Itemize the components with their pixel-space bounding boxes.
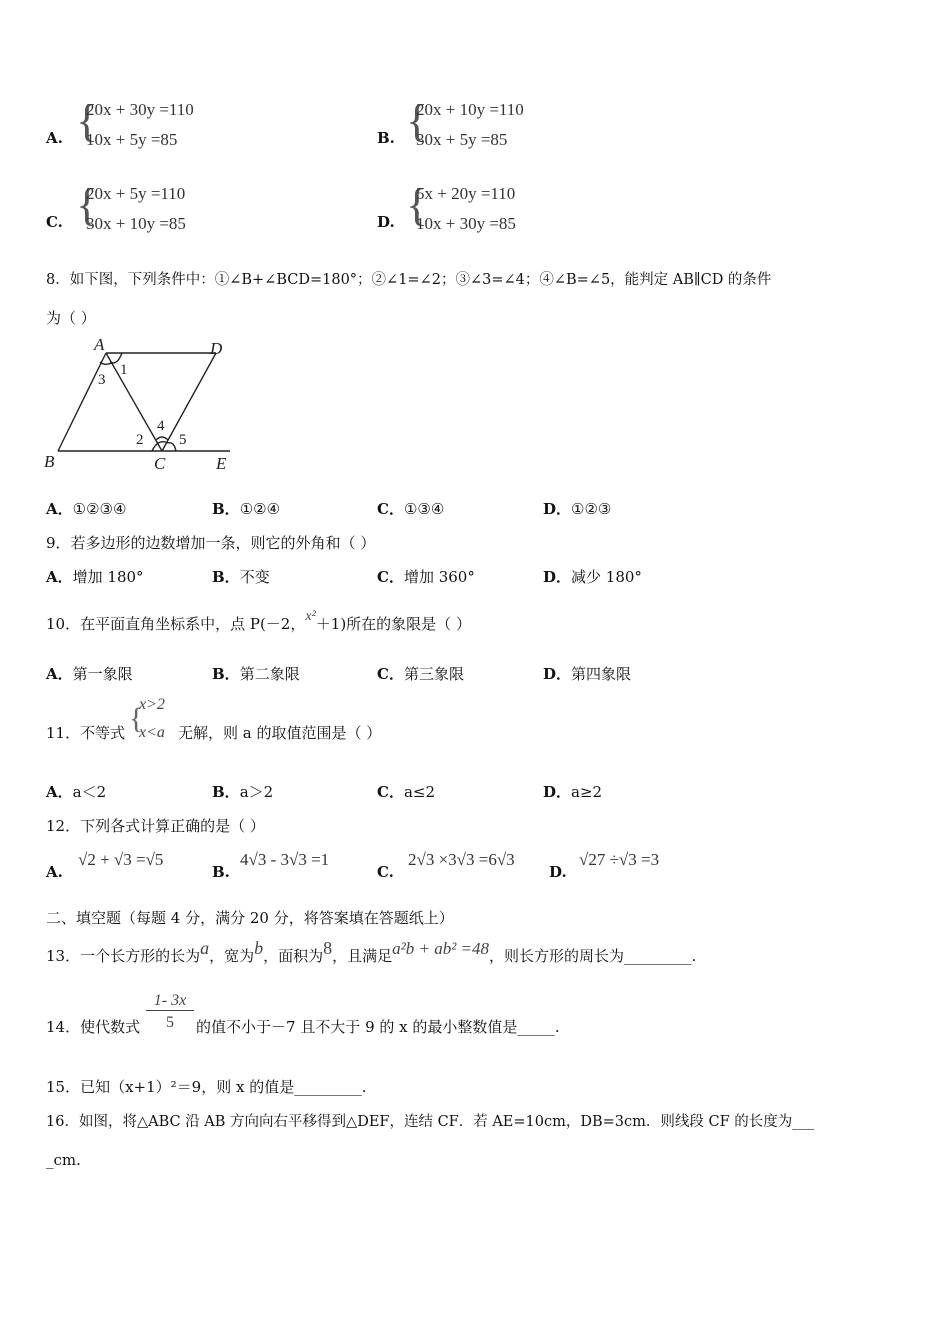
q9-stem: 9．若多边形的边数增加一条，则它的外角和（ ）: [46, 534, 376, 552]
q7-option-a-eq1: 20x + 30y =110: [86, 100, 194, 119]
q10-math-x-squared: x²: [305, 609, 316, 624]
q11-option-c: C．a≤2: [377, 783, 436, 801]
q10-option-a: A．第一象限: [46, 665, 133, 683]
q12-option-c-expr: 2√3 ×3√3 =6√3: [408, 850, 515, 869]
angle-arc-5: [167, 443, 176, 451]
q10-option-d: D．第四象限: [543, 665, 632, 683]
q14-fraction: [146, 992, 194, 1032]
q16-stem-line1: 16．如图，将△ABC 沿 AB 方向向右平移得到△DEF，连结 CF．若 AE=10cm，DB=3cm．则线段 CF 的长度为___: [46, 1114, 815, 1130]
q11-option-a: A．a＜2: [46, 783, 107, 801]
q12-option-c-label: C.: [377, 863, 394, 881]
q9-option-d: D．减少 180°: [543, 568, 642, 586]
segment-dc: [162, 353, 216, 451]
angle-label-3: 3: [98, 372, 106, 388]
q13-value-8: 8: [323, 938, 333, 958]
q9-option-c: C．增加 360°: [377, 568, 475, 586]
q7-option-b-eq2: 30x + 5y =85: [416, 130, 508, 149]
q11-ineq2: x<a: [139, 724, 165, 741]
point-label-b: B: [44, 452, 55, 471]
q9-option-a: A．增加 180°: [46, 568, 144, 586]
segment-ab: [58, 353, 106, 451]
q11-option-b: B．a＞2: [212, 783, 274, 801]
q8-option-c: C．①③④: [377, 500, 445, 518]
segment-ac: [106, 353, 162, 451]
q9-option-b: B．不变: [212, 568, 270, 586]
section-2-heading: 二、填空题（每题 4 分，满分 20 分，将答案填在答题纸上）: [46, 909, 454, 927]
point-label-d: D: [210, 339, 223, 358]
q13-var-b: b: [254, 938, 264, 958]
q12-option-a-expr: √2 + √3 =√5: [78, 850, 164, 869]
q14-numerator: 1- 3x: [153, 992, 187, 1009]
q7-option-d-label: D.: [377, 213, 395, 231]
q7-option-a-label: A.: [46, 129, 63, 147]
q7-option-c-eq1: 20x + 5y =110: [86, 184, 186, 203]
q7-option-d-eq1: 5x + 20y =110: [416, 184, 516, 203]
angle-label-5: 5: [179, 432, 187, 448]
q14-stem-after: 的值不小于－7 且不大于 9 的 x 的最小整数值是_____.: [196, 1018, 560, 1036]
q8-option-a: A．①②③④: [46, 500, 127, 518]
q7-option-c-label: C.: [46, 213, 63, 231]
q12-stem: 12．下列各式计算正确的是（ ）: [46, 817, 265, 835]
q7-option-b-label: B.: [377, 129, 395, 147]
angle-arc-4: [156, 437, 168, 440]
q7-option-d-eq2: 10x + 30y =85: [416, 214, 516, 233]
q12-option-a-label: A.: [46, 863, 63, 881]
q8-option-d: D．①②③: [543, 500, 612, 518]
q14-denominator: 5: [146, 1010, 194, 1032]
point-label-a: A: [94, 336, 105, 354]
q12-option-d-label: D.: [549, 863, 567, 881]
q14-stem-before: 14．使代数式: [46, 1018, 141, 1036]
q8-stem-line2: 为（ ）: [46, 309, 96, 327]
q16-stem-line2: _cm.: [46, 1151, 81, 1169]
q12-option-b-expr: 4√3 - 3√3 =1: [240, 850, 330, 869]
q10-stem: 10．在平面直角坐标系中，点 P(－2，x²＋1)所在的象限是（ ）: [46, 609, 471, 633]
q11-option-d: D．a≥2: [543, 783, 603, 801]
q11-stem-before: 11．不等式: [46, 724, 126, 742]
point-label-e: E: [216, 454, 227, 473]
q12-option-b-label: B.: [212, 863, 230, 881]
angle-label-1: 1: [120, 362, 128, 378]
angle-label-2: 2: [136, 432, 144, 448]
q8-figure: [40, 336, 240, 476]
q10-option-b: B．第二象限: [212, 665, 300, 683]
q7-option-c-eq2: 30x + 10y =85: [86, 214, 186, 233]
q15-stem: 15．已知（x+1）²＝9，则 x 的值是_________.: [46, 1078, 367, 1096]
q7-option-b-eq1: 20x + 10y =110: [416, 100, 524, 119]
point-label-c: C: [154, 454, 166, 473]
q13-equation: a²b + ab² =48: [392, 939, 490, 958]
q12-option-d-expr: √27 ÷√3 =3: [579, 850, 660, 869]
q10-option-c: C．第三象限: [377, 665, 464, 683]
q11-ineq1: x>2: [139, 696, 165, 713]
q7-option-a-eq2: 10x + 5y =85: [86, 130, 178, 149]
q11-stem-after: 无解，则 a 的取值范围是（ ）: [178, 724, 382, 742]
q8-stem-line1: 8．如下图，下列条件中：①∠B+∠BCD=180°；②∠1=∠2；③∠3=∠4；④∠B=∠5，能判定 AB∥CD 的条件: [46, 272, 772, 288]
q8-option-b: B．①②④: [212, 500, 281, 518]
q13-var-a: a: [200, 938, 210, 958]
q13-stem: 13．一个长方形的长为a，宽为b，面积为8，且满足a²b + ab² =48，则长方形的周长为_________.: [46, 938, 697, 965]
angle-label-4: 4: [157, 418, 165, 434]
